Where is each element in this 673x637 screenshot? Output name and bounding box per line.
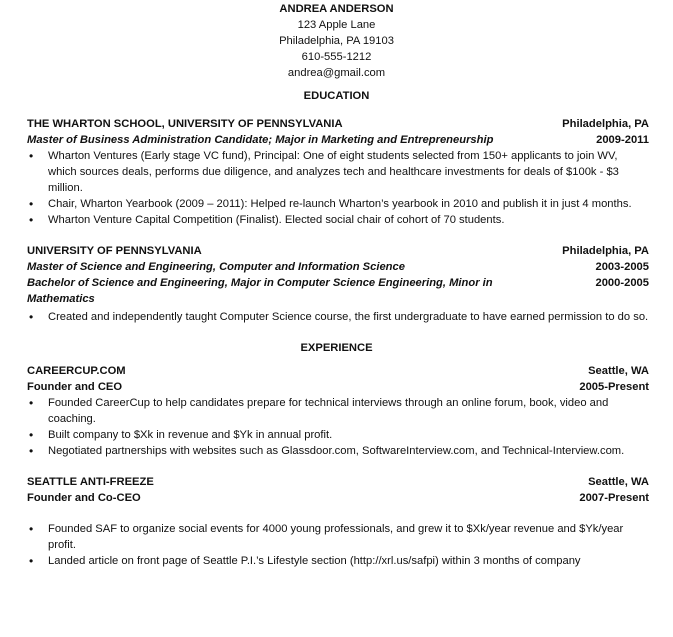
phone-line: 610-555-1212 (301, 51, 372, 63)
resume-header (0, 1, 673, 81)
list-item: • Founded CareerCup to help candidates prepare for technical interviews through an online forum, book, video and coaching. (27, 395, 649, 427)
school-name: THE WHARTON SCHOOL, UNIVERSITY OF PENNSYLVANIA (27, 118, 343, 130)
bullet-list (27, 148, 649, 228)
school-location: Philadelphia, PA (562, 118, 649, 130)
job-dates: 2005-Present (579, 381, 649, 393)
job-entry (0, 474, 673, 569)
degree-title: Bachelor of Science and Engineering, Major in Computer Science Engineering, Minor in Mathematics (27, 277, 493, 305)
company-name: CAREERCUP.COM (27, 365, 126, 377)
job-role: Founder and Co-CEO (27, 492, 141, 504)
job-role: Founder and CEO (27, 381, 123, 393)
school-entry (0, 243, 673, 325)
city-line: Philadelphia, PA 19103 (279, 35, 394, 47)
degree-title: Master of Science and Engineering, Computer and Information Science (27, 261, 405, 273)
experience-heading: EXPERIENCE (300, 342, 373, 354)
address-line: 123 Apple Lane (297, 19, 376, 31)
list-item: • Founded SAF to organize social events for 4000 young professionals, and grew it to $Xk/year revenue and $Yk/year profit. (27, 521, 649, 553)
education-heading: EDUCATION (303, 90, 370, 102)
list-item: • Created and independently taught Computer Science course, the first undergraduate to have earned permission to do so. (27, 309, 649, 325)
degree-dates: 2009-2011 (596, 134, 649, 146)
degree-dates: 2003-2005 (595, 261, 649, 273)
company-location: Seattle, WA (588, 476, 649, 488)
email-line: andrea@gmail.com (287, 67, 386, 79)
company-location: Seattle, WA (588, 365, 649, 377)
list-item: • Landed article on front page of Seattle P.I.’s Lifestyle section (http://xrl.us/safpi) within 3 months of company (27, 553, 649, 569)
degree-title: Master of Business Administration Candidate; Major in Marketing and Entrepreneurship (27, 134, 494, 146)
company-name: SEATTLE ANTI-FREEZE (27, 476, 154, 488)
job-dates: 2007-Present (579, 492, 649, 504)
bullet-list (27, 521, 649, 569)
school-location: Philadelphia, PA (562, 245, 649, 257)
list-item: • Wharton Ventures (Early stage VC fund), Principal: One of eight students selected from 150+ applicants to join WV, which sources deals, performs due diligence, and analyzes tech and healthcare investments for deals of $100k - $3 million. (27, 148, 649, 196)
job-entry (0, 363, 673, 459)
degree-dates: 2000-2005 (595, 277, 649, 289)
bullet-list (27, 395, 649, 459)
school-name: UNIVERSITY OF PENNSYLVANIA (27, 245, 202, 257)
school-entry (0, 116, 673, 228)
list-item: • Chair, Wharton Yearbook (2009 – 2011): Helped re-launch Wharton’s yearbook in 2010 and publish it in just 4 months. (27, 196, 649, 212)
list-item: • Built company to $Xk in revenue and $Yk in annual profit. (27, 427, 649, 443)
list-item: • Negotiated partnerships with websites such as Glassdoor.com, SoftwareInterview.com, and Technical-Interview.com. (27, 443, 649, 459)
list-item: • Wharton Venture Capital Competition (Finalist). Elected social chair of cohort of 70 students. (27, 212, 649, 228)
bullet-list (27, 309, 649, 325)
candidate-name: ANDREA ANDERSON (279, 3, 394, 15)
